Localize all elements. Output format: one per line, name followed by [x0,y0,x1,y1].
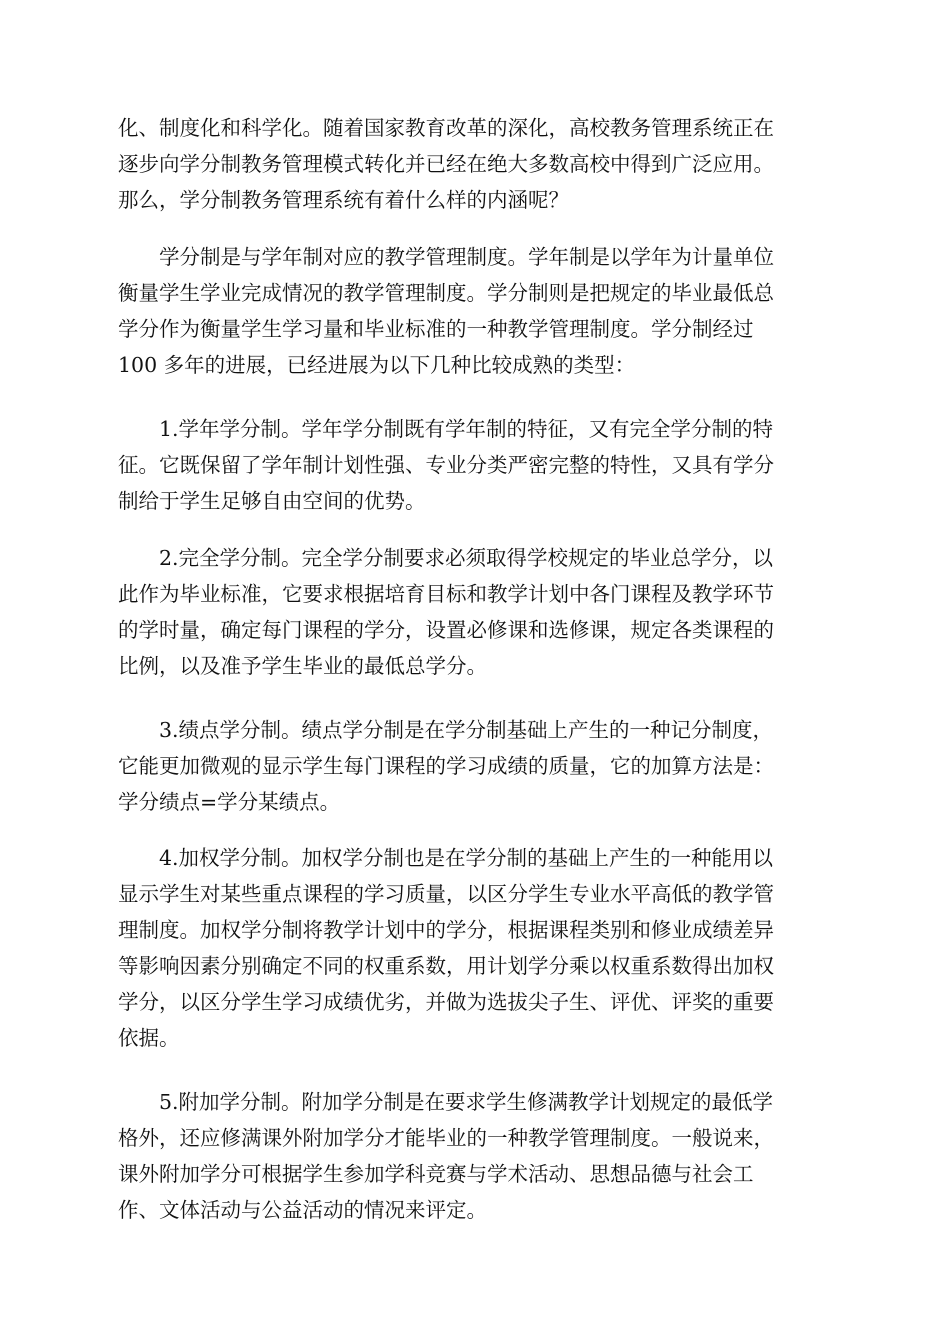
text-line: 4.加权学分制。加权学分制也是在学分制的基础上产生的一种能用以 [159,846,774,870]
text-line: 2.完全学分制。完全学分制要求必须取得学校规定的毕业总学分，以 [159,546,774,570]
paragraph-credit-system-definition [118,239,834,383]
text-line: 征。它既保留了学年制计划性强、专业分类严密完整的特性，又具有学分 [118,453,774,477]
text-line: 制给于学生足够自由空间的优势。 [118,489,426,513]
text-line: 5.附加学分制。附加学分制是在要求学生修满教学计划规定的最低学 [159,1090,774,1114]
text-line: 它能更加微观的显示学生每门课程的学习成绩的质量，它的加算方法是： [118,754,774,778]
paragraph-item-2 [118,540,834,684]
paragraph-item-3 [118,712,834,820]
text-line: 学分制是与学年制对应的教学管理制度。学年制是以学年为计量单位 [159,245,774,269]
text-line: 的学时量，确定每门课程的学分，设置必修课和选修课，规定各类课程的 [118,618,774,642]
text-line: 课外附加学分可根据学生参加学科竞赛与学术活动、思想品德与社会工 [118,1162,754,1186]
text-line: 那么，学分制教务管理系统有着什么样的内涵呢？ [118,188,569,212]
text-line: 学分作为衡量学生学习量和毕业标准的一种教学管理制度。学分制经过 [118,317,754,341]
text-line: 3.绩点学分制。绩点学分制是在学分制基础上产生的一种记分制度， [159,718,774,742]
text-line: 理制度。加权学分制将教学计划中的学分，根据课程类别和修业成绩差异 [118,918,774,942]
paragraph-item-5 [118,1084,834,1228]
text-line: 衡量学生学业完成情况的教学管理制度。学分制则是把规定的毕业最低总 [118,281,774,305]
paragraph-item-1 [118,411,834,519]
text-line: 显示学生对某些重点课程的学习质量，以区分学生专业水平高低的教学管 [118,882,774,906]
text-line: 学分绩点=学分某绩点。 [118,790,341,814]
text-line: 学分，以区分学生学习成绩优劣，并做为选拔尖子生、评优、评奖的重要 [118,990,774,1014]
text-line: 等影响因素分别确定不同的权重系数，用计划学分乘以权重系数得出加权 [118,954,774,978]
text-line: 此作为毕业标准，它要求根据培育目标和教学计划中各门课程及教学环节 [118,582,774,606]
text-line: 依据。 [118,1026,180,1050]
text-line: 化、制度化和科学化。随着国家教育改革的深化，高校教务管理系统正在 [118,116,774,140]
text-line: 格外，还应修满课外附加学分才能毕业的一种教学管理制度。一般说来， [118,1126,774,1150]
paragraph-item-4 [118,840,834,1056]
paragraph-intro-continuation [118,110,834,218]
text-line: 逐步向学分制教务管理模式转化并已经在绝大多数高校中得到广泛应用。 [118,152,774,176]
text-line: 100 多年的进展，已经进展为以下几种比较成熟的类型： [118,353,636,377]
text-line: 比例，以及准予学生毕业的最低总学分。 [118,654,487,678]
text-line: 作、文体活动与公益活动的情况来评定。 [118,1198,487,1222]
text-line: 1.学年学分制。学年学分制既有学年制的特征，又有完全学分制的特 [159,417,774,441]
